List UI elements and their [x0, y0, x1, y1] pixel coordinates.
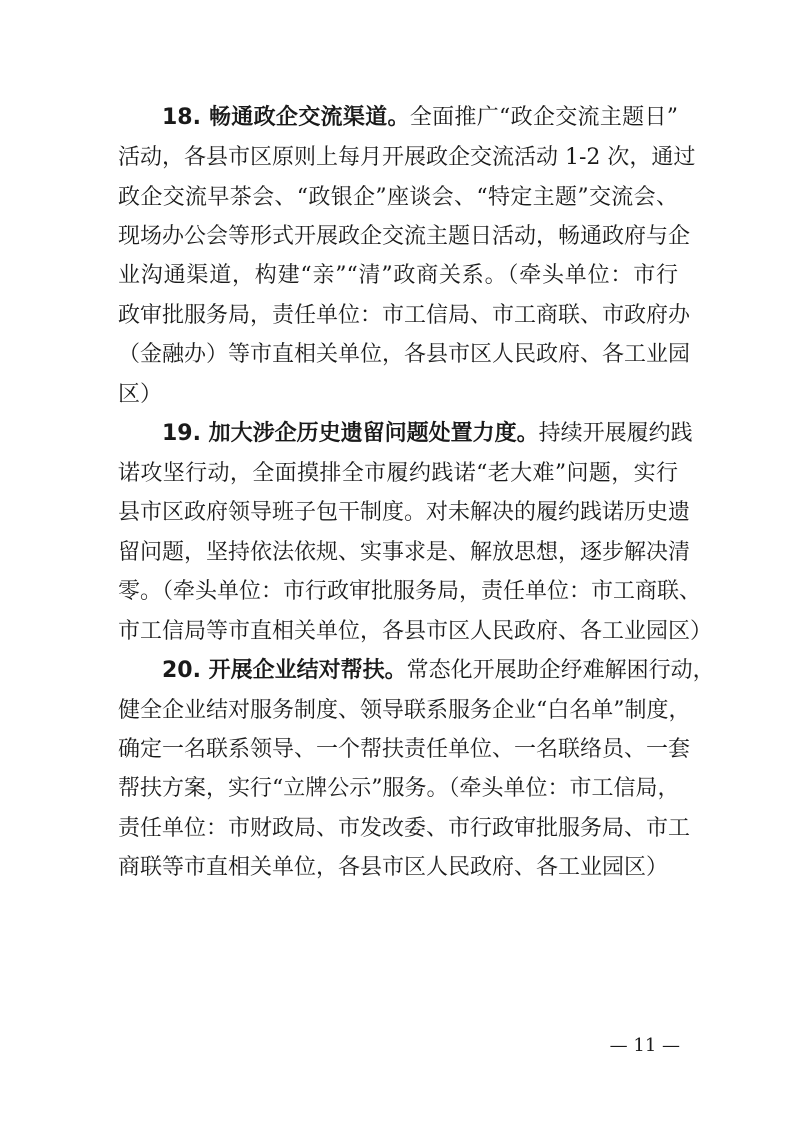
section-18-line: 现场办公会等形式开展政企交流主题日活动，畅通政府与企 — [118, 224, 691, 249]
section-18-first-line — [162, 100, 678, 136]
section-18-line: （金融办）等市直相关单位，各县市区人民政府、各工业园 — [118, 342, 691, 367]
section-18-line: 政企交流早茶会、“政银企”座谈会、“特定主题”交流会、 — [118, 185, 678, 210]
section-20-line: 帮扶方案，实行“立牌公示”服务。（牵头单位：市工信局， — [118, 776, 680, 801]
section-20-line: 健全企业结对服务制度、领导联系服务企业“白名单”制度， — [118, 698, 691, 723]
section-18-line: 区） — [118, 382, 163, 407]
section-19-line: 县市区政府领导班子包干制度。对未解决的履约践诺历史遗 — [118, 500, 691, 525]
section-18-line: 活动，各县市区原则上每月开展政企交流活动 1-2 次，通过 — [118, 145, 696, 170]
section-20-line: 商联等市直相关单位，各县市区人民政府、各工业园区） — [118, 855, 669, 880]
section-20-line: 确定一名联系领导、一个帮扶责任单位、一名联络员、一套 — [118, 737, 691, 762]
section-20-lead-text: 常态化开展助企纾难解困行动， — [406, 658, 715, 683]
section-18-line: 业沟通渠道，构建“亲”“清”政商关系。（牵头单位：市行 — [118, 263, 678, 288]
section-19-lead-text: 持续开展履约践 — [538, 421, 693, 446]
section-19-line: 诺攻坚行动，全面摸排全市履约践诺“老大难”问题，实行 — [118, 461, 678, 486]
section-20-line: 责任单位：市财政局、市发改委、市行政审批服务局、市工 — [118, 816, 691, 841]
section-20-heading: 20. 开展企业结对帮扶。 — [162, 658, 407, 683]
section-19-line: 留问题，坚持依法依规、实事求是、解放思想，逐步解决清 — [118, 540, 691, 565]
section-19-first-line — [162, 416, 693, 452]
section-18-line: 政审批服务局，责任单位：市工信局、市工商联、市政府办 — [118, 303, 691, 328]
section-19-line: 市工信局等市直相关单位，各县市区人民政府、各工业园区） — [118, 619, 713, 644]
page-number: — 11 — — [609, 1035, 680, 1056]
section-19-line: 零。（牵头单位：市行政审批服务局，责任单位：市工商联、 — [118, 579, 702, 604]
section-18-heading: 18. 畅通政企交流渠道。 — [162, 105, 410, 130]
section-19-heading: 19. 加大涉企历史遗留问题处置力度。 — [162, 421, 539, 446]
section-18-lead-text: 全面推广“政企交流主题日” — [409, 105, 679, 130]
section-20-first-line — [162, 653, 715, 689]
